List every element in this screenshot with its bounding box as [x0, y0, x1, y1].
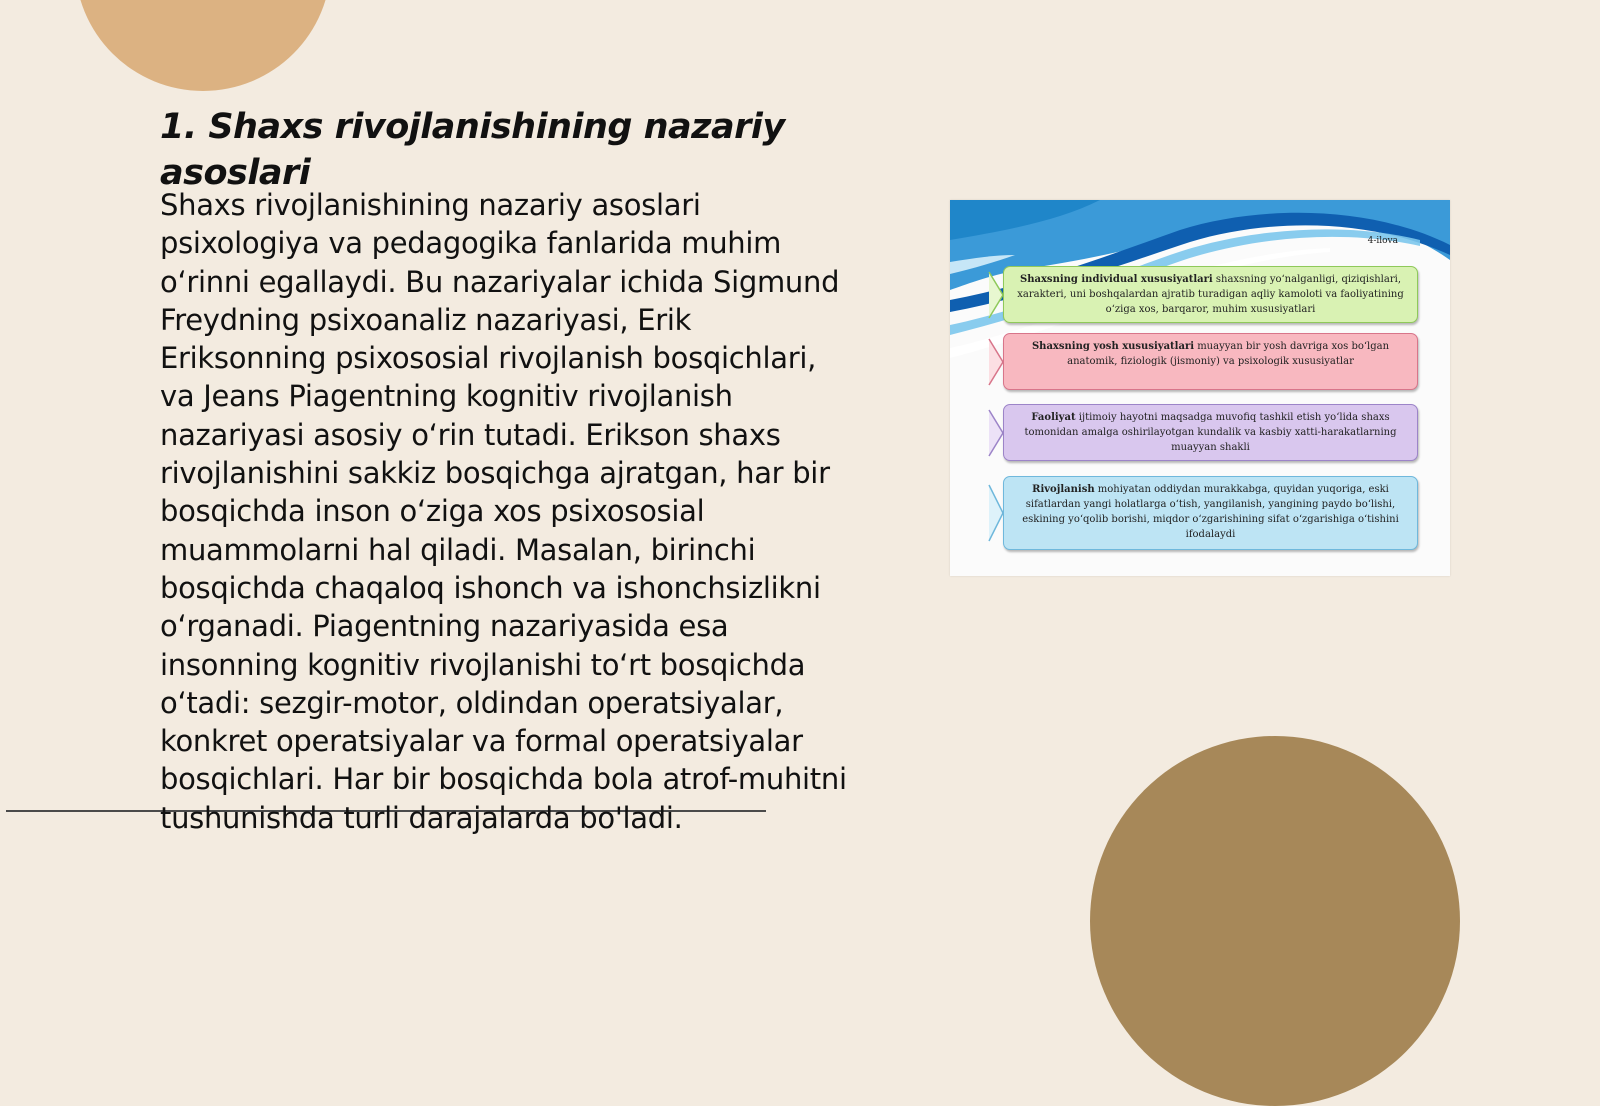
decorative-circle-top [75, 0, 331, 91]
figure-box-term: Shaxsning individual xususiyatlari [1020, 274, 1213, 285]
figure-box-term: Rivojlanish [1032, 484, 1095, 495]
figure-box-individual-traits [1003, 266, 1418, 323]
slide-title: 1. Shaxs rivojlanishining nazariy asoslari [160, 107, 785, 193]
slide-paragraph: Shaxs rivojlanishining nazariy asoslari psixologiya va pedagogika fanlarida muhim o‘rinni egallaydi. Bu nazariyalar ichida Sigmund Freydning psixoanaliz nazariyasi, Erik Eriksonning psixososial rivojlanish bosqichlari, va Jeans Piagentning kognitiv rivojlanish nazariyasi asosiy o‘rin tutadi. Erikson shaxs rivojlanishini sakkiz bosqichga ajratgan, har bir bosqichda inson o‘ziga xos psixososial muammolarni hal qiladi. Masalan, birinchi bosqichda chaqaloq ishonch va ishonchsizlikni o‘rganadi. Piagentning nazariyasida esa insonning kognitiv rivojlanishi to‘rt bosqichda o‘tadi: sezgir-motor, oldindan operatsiyalar, konkret operatsiyalar va formal operatsiyalar bosqichlari. Har bir bosqichda bola atrof-muhitni tushunishda turli darajalarda bo'ladi. [160, 188, 847, 835]
figure-box-text: ijtimoiy hayotni maqsadga muvofiq tashkil etish yo‘lida shaxs tomonidan amalga oshirilayotgan kundalik va kasbiy xatti-harakatlarning muayyan shakli [1024, 412, 1397, 453]
inset-figure [950, 200, 1450, 576]
figure-box-age-traits [1003, 333, 1418, 390]
figure-box-text: shaxsning yo‘nalganligi, qiziqishlari, xarakteri, uni boshqalardan ajratib turadigan aqliy kamoloti va faoliyatining o‘ziga xos, barqaror, muhim xususiyatlari [1017, 274, 1404, 315]
figure-box-text: muayyan bir yosh davriga xos bo‘lgan anatomik, fiziologik (jismoniy) va psixologik xususiyatlar [1067, 341, 1390, 367]
figure-box-text: mohiyatan oddiydan murakkabga, quyidan yuqoriga, eski sifatlardan yangi holatlarga o‘tish, yangilanish, yangining paydo bo‘lishi, eskining yo‘qolib borishi, miqdor o‘zgarishining sifat o‘zgarishiga o‘tishini ifodalaydi [1022, 484, 1399, 540]
figure-box-development [1003, 476, 1418, 550]
figure-box-term: Shaxsning yosh xususiyatlari [1031, 341, 1195, 352]
figure-box-activity [1003, 404, 1418, 461]
figure-box-term: Faoliyat [1031, 412, 1076, 423]
figure-label: 4-ilova [1367, 236, 1398, 246]
decorative-circle-bottom [1090, 736, 1460, 1106]
